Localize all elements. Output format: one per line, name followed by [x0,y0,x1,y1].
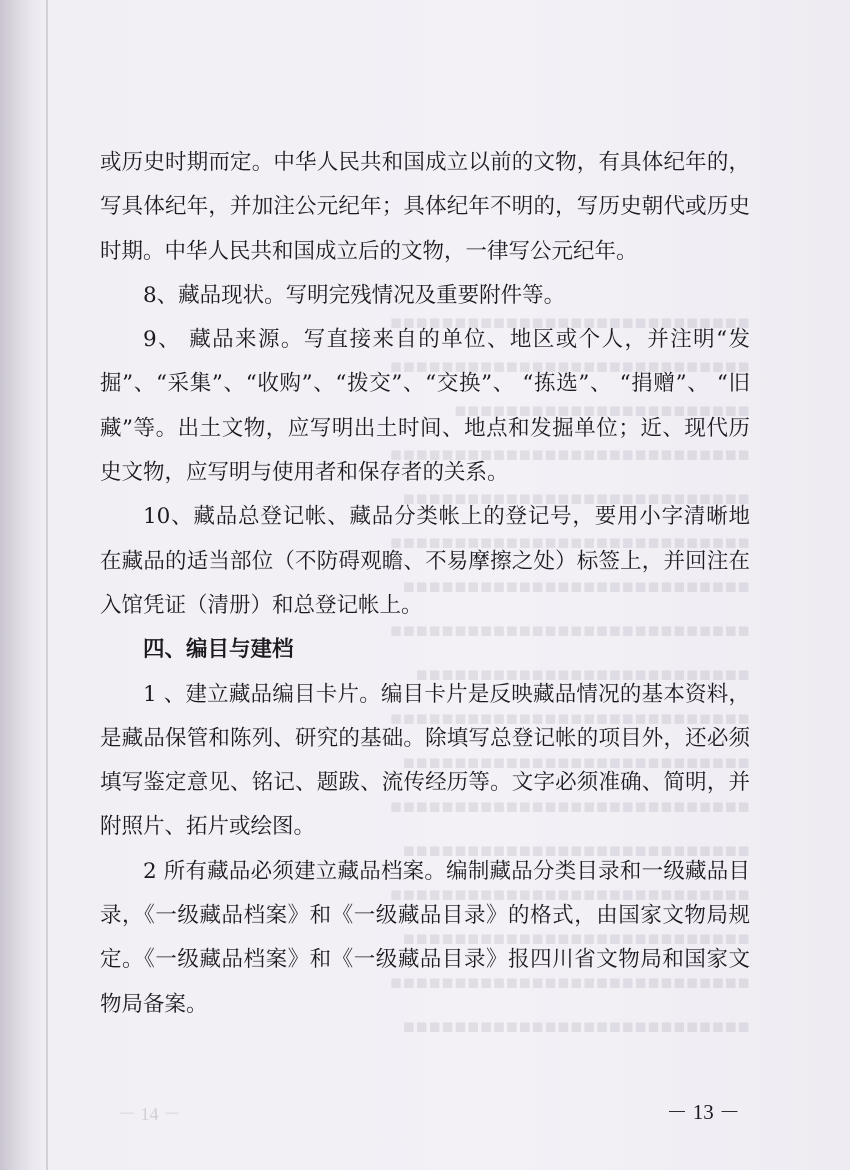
page-number: － 13 － [666,1100,740,1124]
scan-binding-edge [0,0,48,1170]
bleed-through-page-number: － 14 － [118,1104,181,1124]
scan-binding-line [46,0,48,1170]
paragraph-dating: 或历史时期而定。中华人民共和国成立以前的文物，有具体纪年的，写具体纪年，并加注公元纪年；具体纪年不明的，写历史朝代或历史时期。中华人民共和国成立后的文物，一律写公元纪年。 [100,150,750,264]
paragraph-collection-archives: 2 所有藏品必须建立藏品档案。编制藏品分类目录和一级藏品目录，《一级藏品档案》和《一级藏品目录》的格式，由国家文物局规定。《一级藏品档案》和《一级藏品目录》报四川省文物局和国家文物局备案。 [100,858,750,1017]
section-heading-cataloguing: 四、编目与建档 [143,637,294,663]
paragraph-item-10-registration-number: 10、藏品总登记帐、藏品分类帐上的登记号，要用小字清晰地在藏品的适当部位（不防碍观瞻、不易摩擦之处）标签上，并回注在入馆凭证（清册）和总登记帐上。 [100,504,750,618]
paragraph-item-8-condition: 8、藏品现状。写明完残情况及重要附件等。 [143,282,566,308]
bleed-through-texture: ▪▪▪▪▪▪▪▪▪▪▪▪▪▪▪▪▪▪▪▪▪▪▪▪▪▪▪▪ ▪▪▪▪▪▪▪▪▪▪▪▪▪▪▪▪▪▪▪▪▪▪▪▪▪▪▪▪ ▪▪▪▪▪▪▪▪▪▪▪▪▪▪▪▪▪▪▪▪▪▪▪ ▪▪▪▪▪▪▪▪▪▪▪▪▪▪▪▪▪▪▪▪▪▪▪▪▪▪▪▪ ▪▪▪▪▪▪▪▪▪▪▪▪▪▪▪▪▪▪▪▪▪▪▪▪▪▪▪ ▪▪▪▪▪▪▪▪▪▪▪▪▪▪▪▪▪▪▪▪▪▪▪▪▪▪▪▪ ▪▪▪▪▪▪▪▪▪▪▪▪▪▪▪▪▪▪▪▪▪▪▪▪▪▪▪ ▪▪▪▪▪▪▪▪▪▪▪▪▪▪▪▪▪▪▪▪▪▪▪▪▪▪▪▪ ▪▪▪▪▪▪▪▪▪▪▪▪▪▪▪▪▪▪▪▪▪▪▪▪▪▪ ▪▪▪▪▪▪▪▪▪▪▪▪▪▪▪▪▪▪▪▪▪▪▪▪▪▪▪▪ ▪▪▪▪▪▪▪▪▪▪▪▪▪▪▪▪▪▪▪▪▪▪▪▪▪▪▪ ▪▪▪▪▪▪▪▪▪▪▪▪▪▪▪▪▪▪▪▪▪▪▪▪▪▪▪▪ ▪▪▪▪▪▪▪▪▪▪▪▪▪▪▪▪▪▪▪▪▪▪▪▪▪▪▪ ▪▪▪▪▪▪▪▪▪▪▪▪▪▪▪▪▪▪▪▪▪▪▪▪▪▪▪▪ ▪▪▪▪▪▪▪▪▪▪▪▪▪▪▪▪▪▪▪▪▪▪▪▪▪▪▪ ▪▪▪▪▪▪▪▪▪▪▪▪▪▪▪▪▪▪▪▪▪▪▪▪▪▪▪▪ ▪▪▪▪▪▪▪▪▪▪▪▪▪▪▪▪▪▪▪▪▪▪▪▪▪▪▪ [389,311,750,1037]
document-body [100,141,750,1027]
paragraph-item-9-source: 9、 藏品来源。写直接来自的单位、地区或个人，并注明“发掘”、“采集”、“收购”、“拨交”、“交换”、 “拣选”、 “捐赠”、 “旧藏”等。出土文物，应写明出土时间、地点和发掘单位；近、现代历史文物，应写明与使用者和保存者的关系。 [100,327,750,486]
paragraph-catalogue-cards: 1 、建立藏品编目卡片。编目卡片是反映藏品情况的基本资料，是藏品保管和陈列、研究的基础。除填写总登记帐的项目外，还必须填写鉴定意见、铭记、题跋、流传经历等。文字必须准确、简明，并附照片、拓片或绘图。 [100,681,750,840]
